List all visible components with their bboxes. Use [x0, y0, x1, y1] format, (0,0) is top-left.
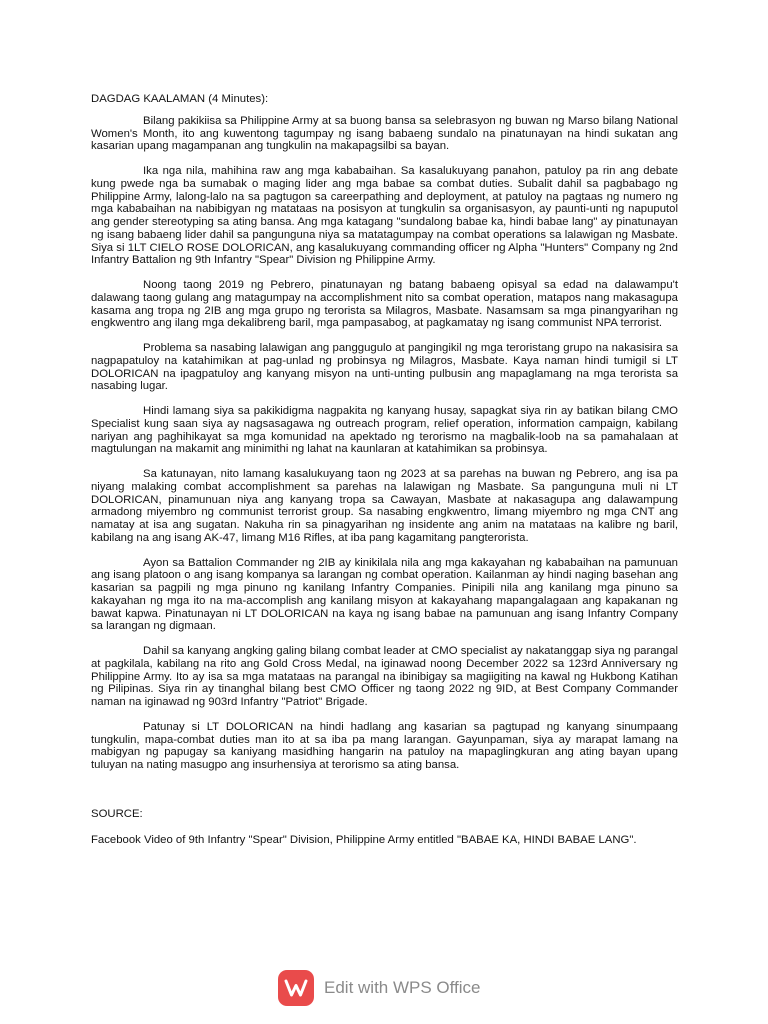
- paragraph: Problema sa nasabing lalawigan ang panggugulo at pangingikil ng mga teroristang grupo na nakasisira sa nagpapatuloy na katahimikan at pag-unlad ng probinsya ng Milagros, Masbate. Kaya naman hindi tumigil si LT DOLORICAN na ipagpatuloy ang kanyang misyon na unti-unting pulbusin ang mapaglamang na mga terorista sa nasabing lugar.: [91, 342, 678, 393]
- paragraph: Ayon sa Battalion Commander ng 2IB ay kinikilala nila ang mga kakayahan ng kababaihan na pamunuan ang isang platoon o ang isang kompanya sa larangan ng combat operation. Kailanman ay hindi naging basehan ang kasarian sa pagpili ng mga pinuno ng kanilang Infantry Companies. Pinipili nila ang kanilang mga pinuno sa kakayahan ng mga ito na ma-accomplish ang kanilang misyon at kakayahang mapangalagaan ang kapakanan ng bawat kapwa. Pinatunayan ni LT DOLORICAN na kaya ng isang babae na pamunuan ang isang Infantry Company sa larangan ng digmaan.: [91, 556, 678, 633]
- wps-logo-icon: [278, 970, 314, 1006]
- paragraph: Ika nga nila, mahihina raw ang mga kababaihan. Sa kasalukuyang panahon, patuloy pa rin ang debate kung pwede nga ba sumabak o maging lider ang mga babae sa combat duties. Subalit dahil sa pagbabago ng Philippine Army, lalong-lalo na sa pagtugon sa careerpathing and deployment, at patuloy na pagtaas ng numero ng mga kababaihan na nabibigyan ng matataas na posisyon at tungkulin sa organisasyon, ay paunti-unti ng napuputol ang gender stereotyping sa ating bansa. Ang mga katagang "sundalong babae ka, hindi babae lang" ay pinatunayan ng isang babaeng lider dahil sa pangunguna niya sa matatagumpay na combat operations sa lalawigan ng Masbate. Siya si 1LT CIELO ROSE DOLORICAN, ang kasalukuyang commanding officer ng Alpha "Hunters" Company ng 2nd Infantry Battalion ng 9th Infantry "Spear" Division ng Philippine Army.: [91, 165, 678, 267]
- paragraph: Patunay si LT DOLORICAN na hindi hadlang ang kasarian sa pagtupad ng kanyang sinumpaang tungkulin, mapa-combat duties man ito at sa iba pa mang larangan. Gayunpaman, siya ay marapat lamang na mabigyan ng papugay sa kaniyang masidhing hangarin na patuloy na mapaglingkuran ang ating bayan upang tuluyan na nating masugpo ang insurhensiya at terorismo sa ating bansa.: [91, 720, 678, 771]
- paragraph: Sa katunayan, nito lamang kasalukuyang taon ng 2023 at sa parehas na buwan ng Pebrero, ang isa pa niyang malaking combat accomplishment sa parehas na lalawigan ng Masbate. Sa pangunguna muli ni LT DOLORICAN, pinamunuan niya ang kanyang tropa sa Cawayan, Masbate at nakasagupa ang dalawampung armadong miyembro ng communist terrorist group. Sa nasabing engkwentro, limang miyembro ng mga CNT ang namatay at isa ang sugatan. Nakuha rin sa pinagyarihan ng insidente ang anim na matataas na kalibre ng baril, kabilang na ang isang AK-47, limang M16 Rifles, at iba pang kagamitang pangterorista.: [91, 468, 678, 544]
- wps-label: Edit with WPS Office: [324, 978, 481, 997]
- paragraph: Hindi lamang siya sa pakikidigma nagpakita ng kanyang husay, sapagkat siya rin ay batikan bilang CMO Specialist kung saan siya ay nagsasagawa ng outreach program, relief operation, information campaign, kabilang nariyan ang paghihikayat sa mga komunidad na apektado ng terorismo na magbalik-loob na sa pamahalaan at magtulungan na makamit ang minimithi ng lahat na kaunlaran at katahimikan sa probinsya.: [91, 405, 678, 456]
- document-body: [91, 93, 678, 846]
- paragraph: Noong taong 2019 ng Pebrero, pinatunayan ng batang babaeng opisyal sa edad na dalawampu't dalawang taong gulang ang matagumpay na accomplishment nito sa combat operation, matapos nang makasagupa kasama ang tropa ng 2IB ang mga grupo ng terorista sa Milagros, Masbate. Nasamsam sa mga pinangyarihan ng engkwentro ang ilang mga dekalibreng baril, mga pampasabog, at pagkamatay ng isang communist NPA terrorist.: [91, 279, 678, 330]
- document-heading: DAGDAG KAALAMAN (4 Minutes):: [91, 93, 269, 105]
- wps-w-glyph: [283, 977, 309, 999]
- source-label: SOURCE:: [91, 807, 143, 820]
- source-text: Facebook Video of 9th Infantry "Spear" Division, Philippine Army entitled "BABAE KA, HINDI BABAE LANG".: [91, 833, 637, 846]
- paragraph: Dahil sa kanyang angking galing bilang combat leader at CMO specialist ay nakatanggap siya ng parangal at pagkilala, kabilang na rito ang Gold Cross Medal, na iginawad noong December 2022 sa 123rd Anniversary ng Philippine Army. Ito ay isa sa mga matataas na parangal na ibinibigay sa magiigiting na kawal ng Hukbong Katihan ng Pilipinas. Siya rin ay tinanghal bilang best CMO Officer ng taong 2022 ng 9ID, at Best Company Commander naman na iginawad ng 903rd Infantry "Patriot" Brigade.: [91, 645, 678, 708]
- edit-with-wps-button[interactable]: [278, 970, 481, 1006]
- paragraph: Bilang pakikiisa sa Philippine Army at sa buong bansa sa selebrasyon ng buwan ng Marso bilang National Women's Month, ito ang kuwentong tagumpay ng isang babaeng sundalo na pinatunayan na hindi sukatan ang kasarian upang magampanan ang tungkulin na makapagsilbi sa bayan.: [91, 114, 678, 153]
